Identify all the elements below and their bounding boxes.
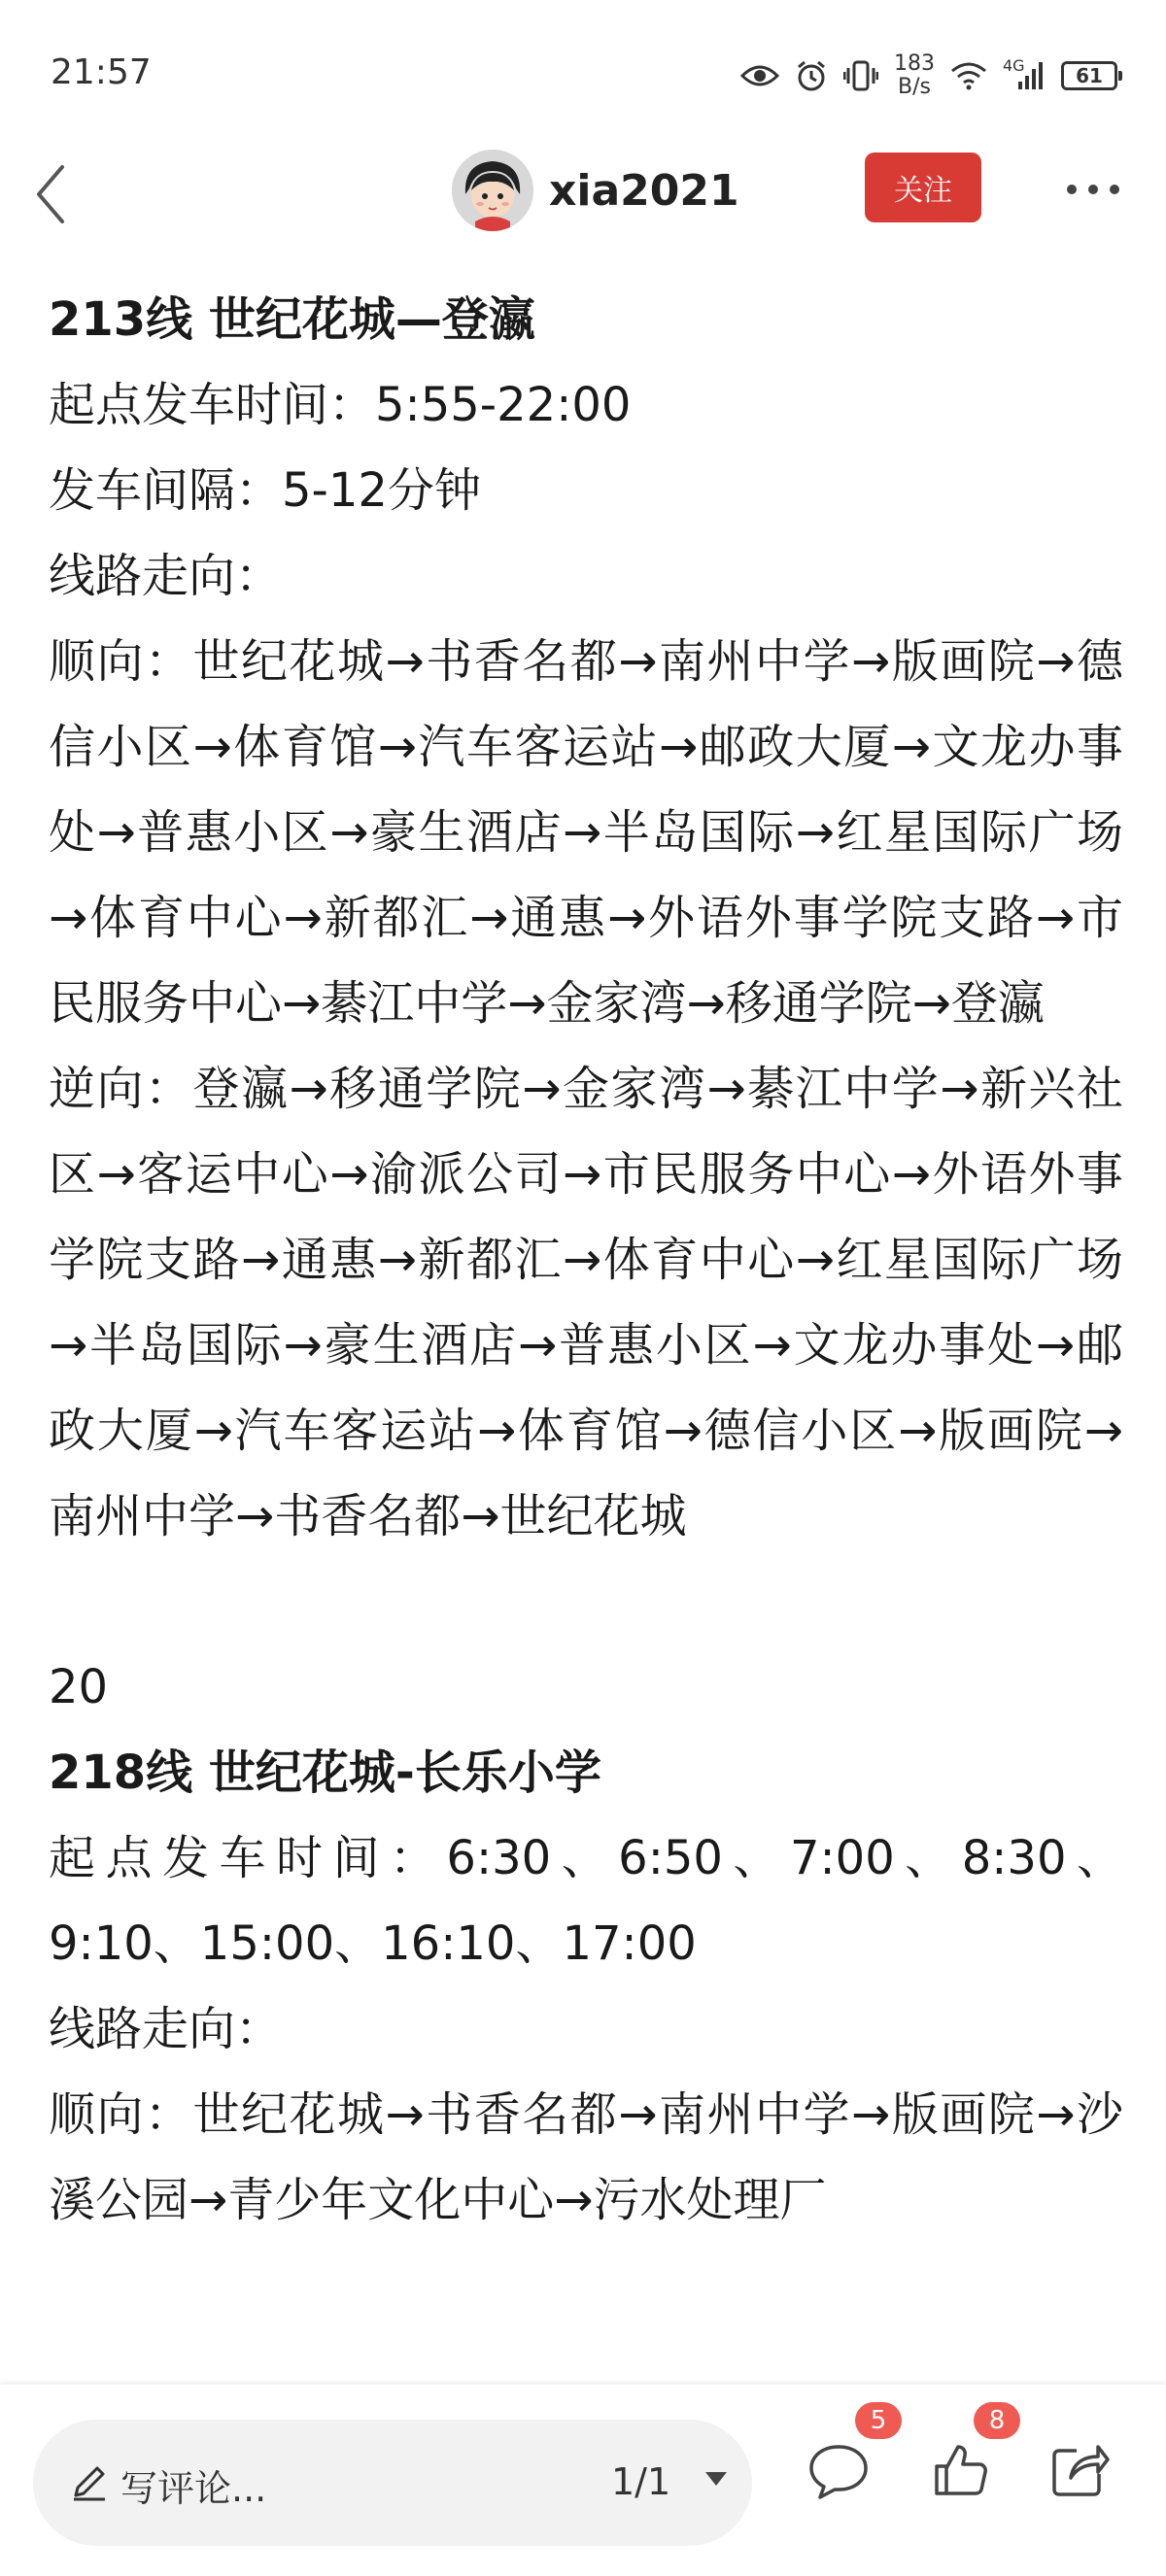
route-213-forward: 顺向：世纪花城→书香名都→南州中学→版画院→德信小区→体育馆→汽车客运站→邮政大厦→文龙办事处→普惠小区→豪生酒店→半岛国际→红星国际广场→体育中心→新都汇→通惠→外语外事学院支路→市民服务中心→綦江中学→金家湾→移通学院→登瀛 [49,634,1123,1031]
follow-button[interactable]: 关注 [865,153,981,222]
page-indicator: 1/1 [611,2460,671,2503]
net-speed [894,52,935,99]
section-number: 20 [49,1660,109,1714]
route-213-interval: 发车间隔：5-12分钟 [49,463,481,518]
net-speed-unit: B/s [898,75,931,99]
route-213-direction-label: 线路走向： [49,549,283,603]
net-speed-value: 183 [894,51,935,76]
eye-icon [740,62,779,89]
author-name[interactable]: xia2021 [549,165,739,216]
like-count-badge: 8 [974,2402,1020,2439]
bottom-bar [0,2385,1166,2576]
article-body [49,277,1123,2243]
share-icon [1049,2441,1110,2499]
comment-placeholder: 写评论... [120,2467,267,2510]
more-button[interactable] [1059,155,1127,223]
status-bar [0,0,1166,146]
network-type: 4G [1003,56,1025,75]
status-time: 21:57 [51,52,152,92]
avatar[interactable] [452,150,533,231]
header [0,146,1166,253]
wifi-icon [950,61,987,90]
comment-count-badge: 5 [855,2402,902,2439]
vibrate-icon [843,59,878,92]
author-info[interactable] [452,150,739,231]
share-button[interactable] [1049,2441,1110,2503]
battery-icon [1061,61,1117,90]
more-dots-icon [1064,183,1122,196]
like-button[interactable] [931,2406,1006,2503]
back-button[interactable] [21,155,80,233]
dropdown-triangle-icon[interactable] [703,2470,729,2488]
like-icon [931,2441,989,2499]
route-218-forward: 顺向：世纪花城→书香名都→南州中学→版画院→沙溪公园→青少年文化中心→污水处理厂 [49,2087,1123,2227]
status-icons [740,47,1117,105]
route-213-reverse: 逆向：登瀛→移通学院→金家湾→綦江中学→新兴社区→客运中心→渝派公司→市民服务中心→外语外事学院支路→通惠→新都汇→体育中心→红星国际广场→半岛国际→豪生酒店→普惠小区→文龙办事处→邮政大厦→汽车客运站→体育馆→德信小区→版画院→南州中学→书香名都→世纪花城 [49,1062,1123,1543]
comment-input[interactable] [33,2420,752,2546]
comment-icon [806,2441,871,2501]
route-218-direction-label: 线路走向： [49,2002,283,2056]
comment-button[interactable] [806,2406,887,2505]
back-arrow-icon [33,163,68,225]
paragraph-spacer [49,1559,1123,1644]
battery-level: 61 [1076,64,1103,87]
route-213-start-time: 起点发车时间：5:55-22:00 [49,378,632,432]
route-218-title: 218线 世纪花城-长乐小学 [49,1746,601,1800]
route-218-start-time: 起点发车时间：6:30、6:50、7:00、8:30、9:10、15:00、16:10、17:00 [49,1831,1123,1971]
route-213-title: 213线 世纪花城—登瀛 [49,292,535,347]
signal-icon [1003,56,1046,91]
alarm-icon [795,59,828,92]
pen-icon [68,2460,111,2503]
